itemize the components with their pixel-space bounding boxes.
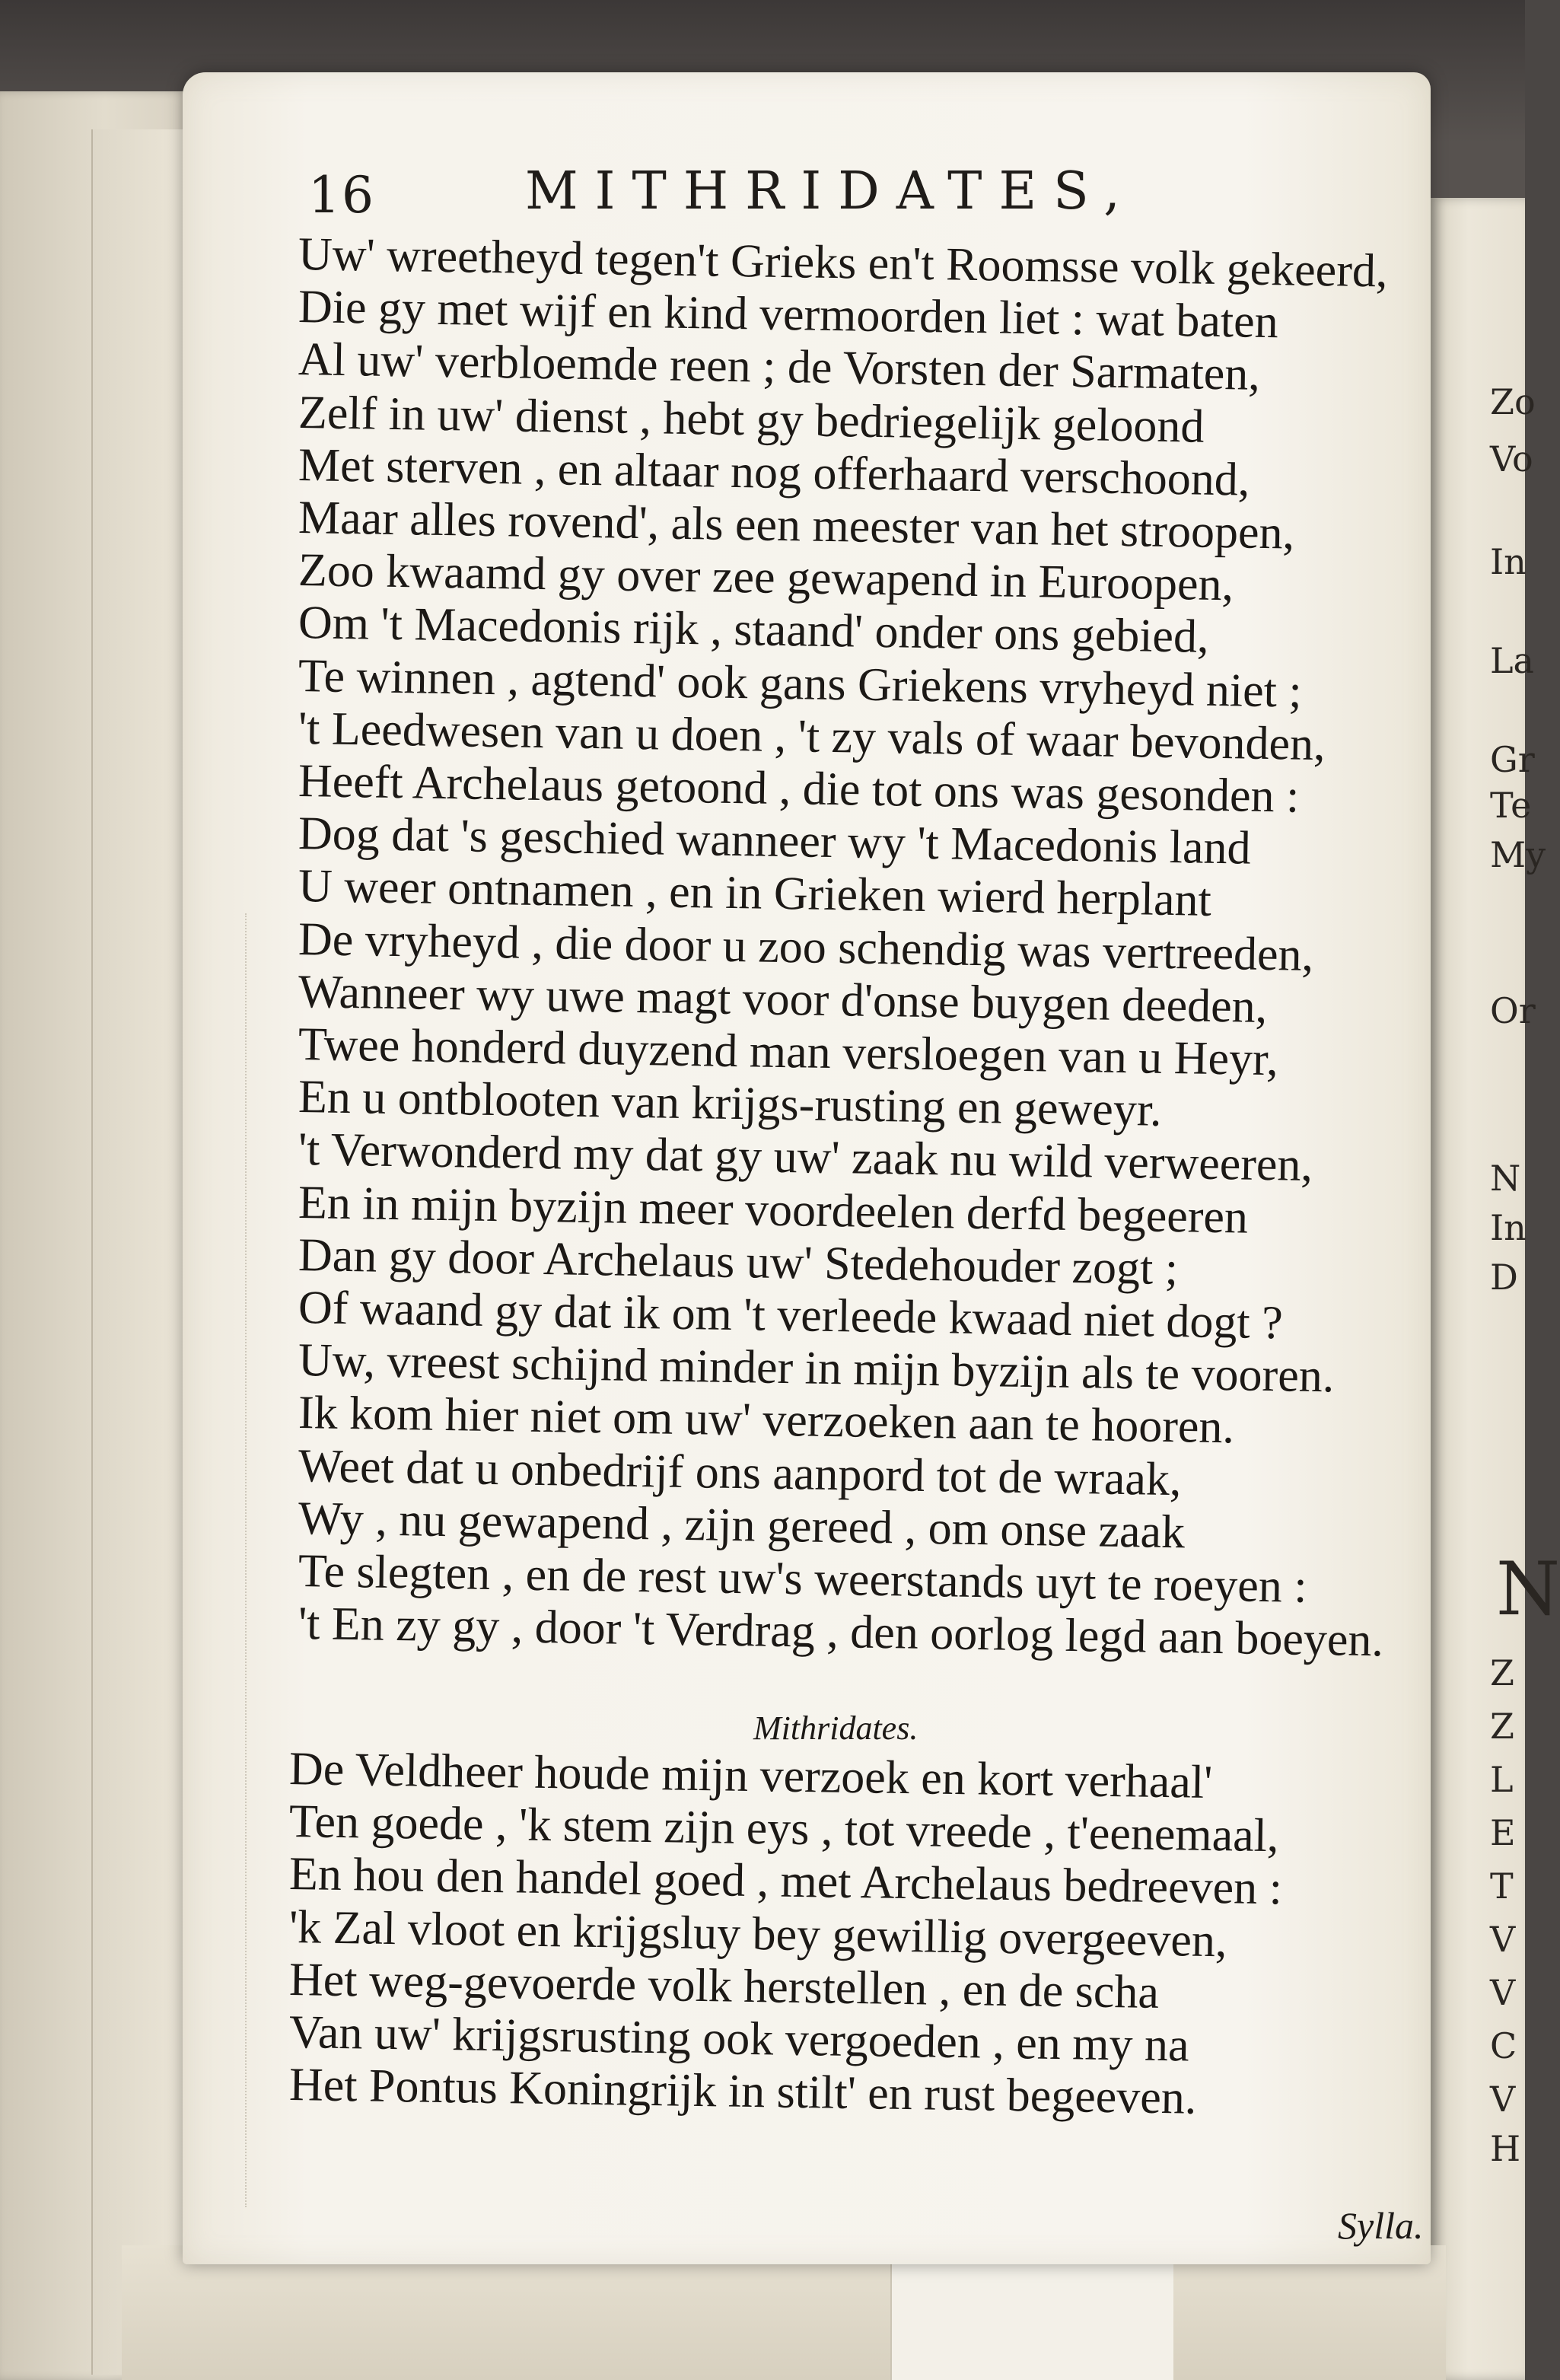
- verse-line: Weet dat u onbedrijf ons aanpord tot de wraak,: [298, 1439, 1182, 1505]
- verse-line: Maar alles rovend', als een meester van het stroopen,: [298, 492, 1295, 559]
- facing-page-fragment: Z: [1490, 1652, 1514, 1693]
- catchword: Sylla.: [1338, 2204, 1424, 2247]
- show-through-rule: [245, 913, 248, 2207]
- facing-page-fragment: In: [1490, 1207, 1527, 1248]
- verse-line: En hou den handel goed , met Archelaus bedreeven :: [288, 1848, 1283, 1915]
- speaker-name: Mithridates.: [753, 1709, 918, 1747]
- verse-line: En in mijn byzijn meer voordeelen derfd begeeren: [298, 1176, 1249, 1244]
- verse-line: Twee honderd duyzend man versloegen van u Heyr,: [298, 1018, 1279, 1086]
- facing-page-fragment: Te: [1490, 785, 1532, 826]
- verse-line: De vryheyd , die door u zoo schendig was vertreeden,: [298, 913, 1314, 981]
- facing-page-fragment: In: [1490, 541, 1527, 582]
- facing-page-fragment: H: [1490, 2128, 1521, 2169]
- verse-line: Uw, vreest schijnd minder in mijn byzijn als te vooren.: [298, 1334, 1335, 1403]
- facing-page-fragment: V: [1490, 2079, 1516, 2120]
- facing-page-fragment: T: [1490, 1865, 1514, 1907]
- facing-page-fragment: La: [1490, 640, 1534, 681]
- verse-line: Heeft Archelaus getoond , die tot ons was gesonden :: [298, 755, 1300, 823]
- verse-line: Die gy met wijf en kind vermoorden liet : wat baten: [298, 281, 1279, 349]
- verse-line: Of waand gy dat ik om 't verleede kwaad niet dogt ?: [298, 1282, 1284, 1349]
- verse-line: En u ontblooten van krijgs-rusting en geweyr.: [298, 1071, 1163, 1137]
- verse-line: Te slegten , en de rest uw's weerstands uyt te roeyen :: [298, 1545, 1308, 1613]
- facing-page-fragment: My: [1490, 834, 1546, 875]
- verse-line: Zelf in uw' dienst , hebt gy bedriegelijk geloond: [298, 386, 1205, 453]
- verse-line: Om 't Macedonis rijk , staand' onder ons gebied,: [298, 597, 1210, 664]
- verse-line: 't En zy gy , door 't Verdrag , den oorlog legd aan boeyen.: [298, 1598, 1384, 1667]
- verse-line: 't Leedwesen van u doen , 't zy vals of waar bevonden,: [298, 702, 1326, 771]
- verse-line: De Veldheer houde mijn verzoek en kort verhaal': [288, 1743, 1213, 1808]
- verse-line: Met sterven , en altaar nog offerhaard verschoond,: [298, 438, 1250, 506]
- verse-line: 'k Zal vloot en krijgsluy bey gewillig overgeeven,: [288, 1900, 1227, 1967]
- facing-page-fragment: Zo: [1490, 381, 1536, 422]
- facing-page-fragment: Z: [1490, 1706, 1514, 1747]
- facing-page-fragment: Gr: [1490, 739, 1535, 780]
- facing-page-fragment: C: [1490, 2025, 1517, 2066]
- verse-line: 't Verwonderd my dat gy uw' zaak nu wild verweeren,: [298, 1123, 1313, 1192]
- verse-line: U weer ontnamen , en in Grieken wierd herplant: [298, 860, 1212, 927]
- facing-page-fragment: N: [1496, 1547, 1560, 1632]
- page-number: 16: [308, 166, 375, 225]
- facing-page-fragment: D: [1490, 1257, 1518, 1298]
- facing-page: [1431, 198, 1560, 2380]
- page-block-bottom: [122, 2245, 1446, 2380]
- verse-line: Zoo kwaamd gy over zee gewapend in Euroopen,: [298, 544, 1234, 611]
- verse-line: Het weg-gevoerde volk herstellen , en de scha: [288, 1953, 1160, 2018]
- verse-line: Wanneer wy uwe magt voor d'onse buygen deeden,: [298, 965, 1268, 1033]
- facing-page-fragment: V: [1490, 1919, 1516, 1960]
- facing-page-fragment: V: [1490, 1972, 1516, 2013]
- running-title: MITHRIDATES,: [525, 161, 1137, 221]
- verse-line: Te winnen , agtend' ook gans Griekens vryheyd niet ;: [298, 649, 1303, 718]
- verse-block-1: [298, 228, 1425, 1667]
- left-page-edge: [91, 129, 192, 2375]
- facing-page-fragment: Vo: [1490, 438, 1533, 480]
- verse-line: Dog dat 's geschied wanneer wy 't Macedonis land: [298, 808, 1252, 875]
- facing-page-fragment: Or: [1490, 990, 1536, 1031]
- verse-block-2: [288, 1743, 1415, 2124]
- verse-line: Uw' wreetheyd tegen't Grieks en't Roomsse volk gekeerd,: [298, 228, 1388, 298]
- verse-line: Ik kom hier niet om uw' verzoeken aan te hooren.: [298, 1387, 1235, 1454]
- facing-page-fragment: L: [1490, 1759, 1514, 1800]
- verse-line: Van uw' krijgsrusting ook vergoeden , en my na: [288, 2006, 1190, 2072]
- verse-line: Dan gy door Archelaus uw' Stedehouder zogt ;: [298, 1228, 1179, 1295]
- verse-line: Wy , nu gewapend , zijn gereed , om onse zaak: [298, 1492, 1186, 1559]
- verse-line: Al uw' verbloemde reen ; de Vorsten der Sarmaten,: [298, 333, 1261, 401]
- verse-line: Ten goede , 'k stem zijn eys , tot vreede , t'eenemaal,: [288, 1795, 1279, 1862]
- facing-page-fragment: E: [1490, 1812, 1516, 1853]
- facing-page-fragment: N: [1490, 1158, 1521, 1199]
- verse-line: Het Pontus Koningrijk in stilt' en rust begeeven.: [288, 2059, 1197, 2124]
